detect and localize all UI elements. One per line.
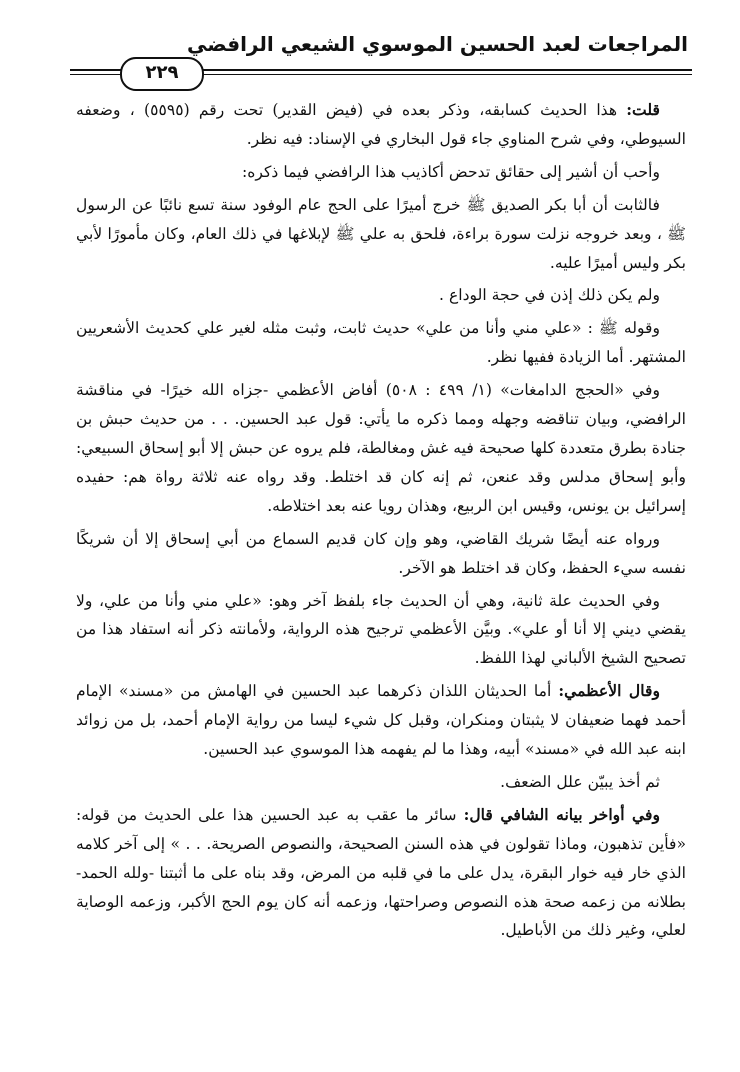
paragraph-7: ورواه عنه أيضًا شريك القاضي، وهو وإن كان قديم السماع من أبي إسحاق إلا أن شريكًا نفسه سيء الحفظ، وكان قد اختلط هو الآخر. (76, 529, 686, 577)
paragraph-lead: وفي أواخر بيانه الشافي قال: (463, 804, 661, 824)
paragraph-6: وفي «الحجج الدامغات» (١/ ٤٩٩ : ٥٠٨) أفاض الأعظمي -جزاه الله خيرًا- في مناقشة الرافضي، وبيان تناقضه وجهله ومما ذكره ما يأتي: قول عبد الحسين. . . من حديث حبش بن جنادة بطرق متعددة كلها صحيحة فيه غش ومغالطة، فلم يروه عن حبش إلا أبو إسحاق السبيعي: وأبو إسحاق مدلس وقد عنعن، ثم إنه كان قد اختلط. وقد رواه عنه ثلاثة رواة هم: حفيده إسرائيل بن يونس، وقيس ابن الربيع، وهذان رويا عنه بعد اختلاطه. (76, 381, 686, 515)
paragraph-3: فالثابت أن أبا بكر الصديق ﷺ خرج أميرًا على الحج عام الوفود سنة تسع نائبًا عن الرسول ﷺ ، وبعد خروجه نزلت سورة براءة، فلحق به علي ﷺ لإبلاغها في ذلك العام، وكان مأمورًا لأبي بكر وليس أميرًا عليه. (76, 195, 686, 272)
paragraph-text: سائر ما عقب به عبد الحسين هذا على الحديث من قوله: «فأين تذهبون، وماذا تقولون في هذه السنن الصحيحة، والنصوص الصريحة. . . » إلى آخر كلامه الذي خار فيه خوار البقرة، يدل على ما في قلبه من المرض، وقد بناه على ما أثبتنا -ولله الحمد- بطلانه من زعمه صحة هذه النصوص وصراحتها، وزعمه أنه كان يوم الحج الأكبر، وزعمه الوصاية لعلي، وغير ذلك من الأباطيل. (76, 805, 686, 940)
paragraph-lead: وقال الأعظمي: (558, 681, 660, 701)
page-header (70, 20, 692, 92)
paragraph-8: وفي الحديث علة ثانية، وهي أن الحديث جاء بلفظ آخر وهو: «علي مني وأنا من علي، ولا يقضي ديني إلا أنا أو علي». وبيَّن الأعظمي ترجيح هذه الرواية، ولأمانته ذكر أنه استفاد هذا من تصحيح الشيخ الألباني لهذا اللفظ. (76, 591, 686, 668)
paragraph-4: ولم يكن ذلك إذن في حجة الوداع . (439, 286, 660, 305)
paragraph-10: ثم أخذ يبيّن علل الضعف. (500, 772, 660, 791)
page-number-badge: ٢٢٩ (120, 57, 204, 91)
paragraph-lead: قلت: (626, 100, 660, 119)
page-body (76, 96, 686, 949)
paragraph-text: أما الحديثان اللذان ذكرهما عبد الحسين في الهامش من «مسند» الإمام أحمد فهما ضعيفان لا يثبتان ومنكران، وقبل كل شيء ليسا من رواية الإمام أحمد، بل من زوائد ابنه عبد الله في «مسند» أبيه، وهذا ما لم يفهمه هذا الموسوي عبد الحسين. (76, 682, 686, 759)
paragraph-text: هذا الحديث كسابقه، وذكر بعده في (فيض القدير) تحت رقم (٥٥٩٥) ، وضعفه السيوطي، وفي شرح المناوي جاء قول البخاري في الإسناد: فيه نظر. (76, 101, 686, 148)
paragraph-9 (76, 677, 686, 764)
paragraph-11 (76, 801, 686, 946)
paragraph-1 (76, 96, 686, 154)
paragraph-5: وقوله ﷺ : «علي مني وأنا من علي» حديث ثابت، وثبت مثله لغير علي كحديث الأشعريين المشتهر. أما الزيادة ففيها نظر. (76, 319, 686, 367)
paragraph-2: وأحب أن أشير إلى حقائق تدحض أكاذيب هذا الرافضي فيما ذكره: (241, 162, 660, 181)
running-title: المراجعات لعبد الحسين الموسوي الشيعي الرافضي (187, 32, 688, 56)
